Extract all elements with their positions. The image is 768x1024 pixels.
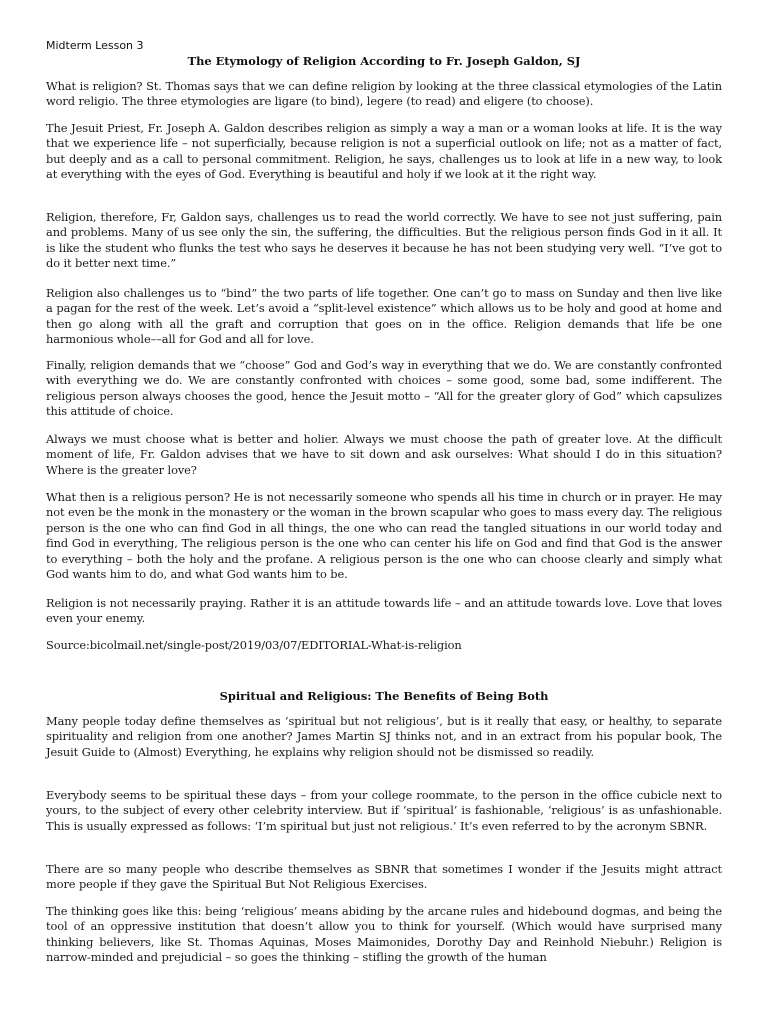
section1-paragraph-6: Always we must choose what is better and holier. Always we must choose the path of greater love. At the difficult moment of life, Fr. Galdon advises that we have to sit down and ask ourselves: What should I do in this situation? Where is the greater love? — [46, 432, 722, 477]
section2-paragraph-4: The thinking goes like this: being ‘religious’ means abiding by the arcane rules and hidebound dogmas, and being the tool of an oppressive institution that doesn’t allow you to think for yourself. (Which would have surprised many thinking believers, like St. Thomas Aquinas, Moses Maimonides, Dorothy Day and Reinhold Niebuhr.) Religion is narrow-minded and prejudicial – so goes the thinking – stifling the growth of the human — [46, 904, 722, 965]
section1-paragraph-2: The Jesuit Priest, Fr. Joseph A. Galdon describes religion as simply a way a man or a woman looks at life. It is the way that we experience life – not superficially, because religion is not a superficial outlook on life; not as a matter of fact, but deeply and as a call to personal commitment. Religion, he says, challenges us to look at life in a new way, to look at everything with the eyes of God. Everything is beautiful and holy if we look at it the right way. — [46, 121, 722, 182]
section1-paragraph-8: Religion is not necessarily praying. Rather it is an attitude towards life – and an attitude towards love. Love that loves even your enemy. — [46, 596, 722, 626]
section1-title: The Etymology of Religion According to Fr. Joseph Galdon, SJ — [187, 54, 581, 68]
section1-paragraph-5: Finally, religion demands that we “choose” God and God’s way in everything that we do. We are constantly confronted with everything we do. We are constantly confronted with choices – some good, some bad, some indifferent. The religious person always chooses the good, hence the Jesuit motto – “All for the greater glory of God” which capsulizes this attitude of choice. — [46, 358, 722, 419]
section1-paragraph-4: Religion also challenges us to “bind” the two parts of life together. One can’t go to mass on Sunday and then live like a pagan for the rest of the week. Let’s avoid a “split-level existence” which allows us to be holy and good at home and then go along with all the graft and corruption that goes on in the office. Religion demands that life be one harmonious whole––all for God and all for love. — [46, 286, 722, 347]
section1-paragraph-1: What is religion? St. Thomas says that we can define religion by looking at the three classical etymologies of the Latin word religio. The three etymologies are ligare (to bind), legere (to read) and eligere (to choose). — [46, 79, 722, 109]
section2-title: Spiritual and Religious: The Benefits of Being Both — [219, 689, 549, 703]
lesson-label: Midterm Lesson 3 — [46, 39, 144, 52]
source-citation: Source:bicolmail.net/single-post/2019/03/07/EDITORIAL-What-is-religion — [46, 638, 462, 652]
section2-paragraph-1: Many people today define themselves as ‘spiritual but not religious’, but is it really that easy, or healthy, to separate spirituality and religion from one another? James Martin SJ thinks not, and in an extract from his popular book, The Jesuit Guide to (Almost) Everything, he explains why religion should not be dismissed so readily. — [46, 714, 722, 759]
section2-paragraph-3: There are so many people who describe themselves as SBNR that sometimes I wonder if the Jesuits might attract more people if they gave the Spiritual But Not Religious Exercises. — [46, 862, 722, 892]
section1-paragraph-3: Religion, therefore, Fr, Galdon says, challenges us to read the world correctly. We have to see not just suffering, pain and problems. Many of us see only the sin, the suffering, the difficulties. But the religious person finds God in it all. It is like the student who flunks the test who says he deserves it because he has not been studying very well. “I’ve got to do it better next time.” — [46, 210, 722, 271]
section2-paragraph-2: Everybody seems to be spiritual these days – from your college roommate, to the person in the office cubicle next to yours, to the subject of every other celebrity interview. But if ‘spiritual’ is fashionable, ‘religious’ is as unfashionable. This is usually expressed as follows: ‘I’m spiritual but just not religious.’ It’s even referred to by the acronym SBNR. — [46, 788, 722, 833]
section1-paragraph-7: What then is a religious person? He is not necessarily someone who spends all his time in church or in prayer. He may not even be the monk in the monastery or the woman in the brown scapular who goes to mass every day. The religious person is the one who can find God in all things, the one who can read the tangled situations in our world today and find God in everything, The religious person is the one who can center his life on God and find that God is the answer to everything – both the holy and the profane. A religious person is the one who can choose clearly and simply what God wants him to do, and what God wants him to be. — [46, 490, 722, 582]
